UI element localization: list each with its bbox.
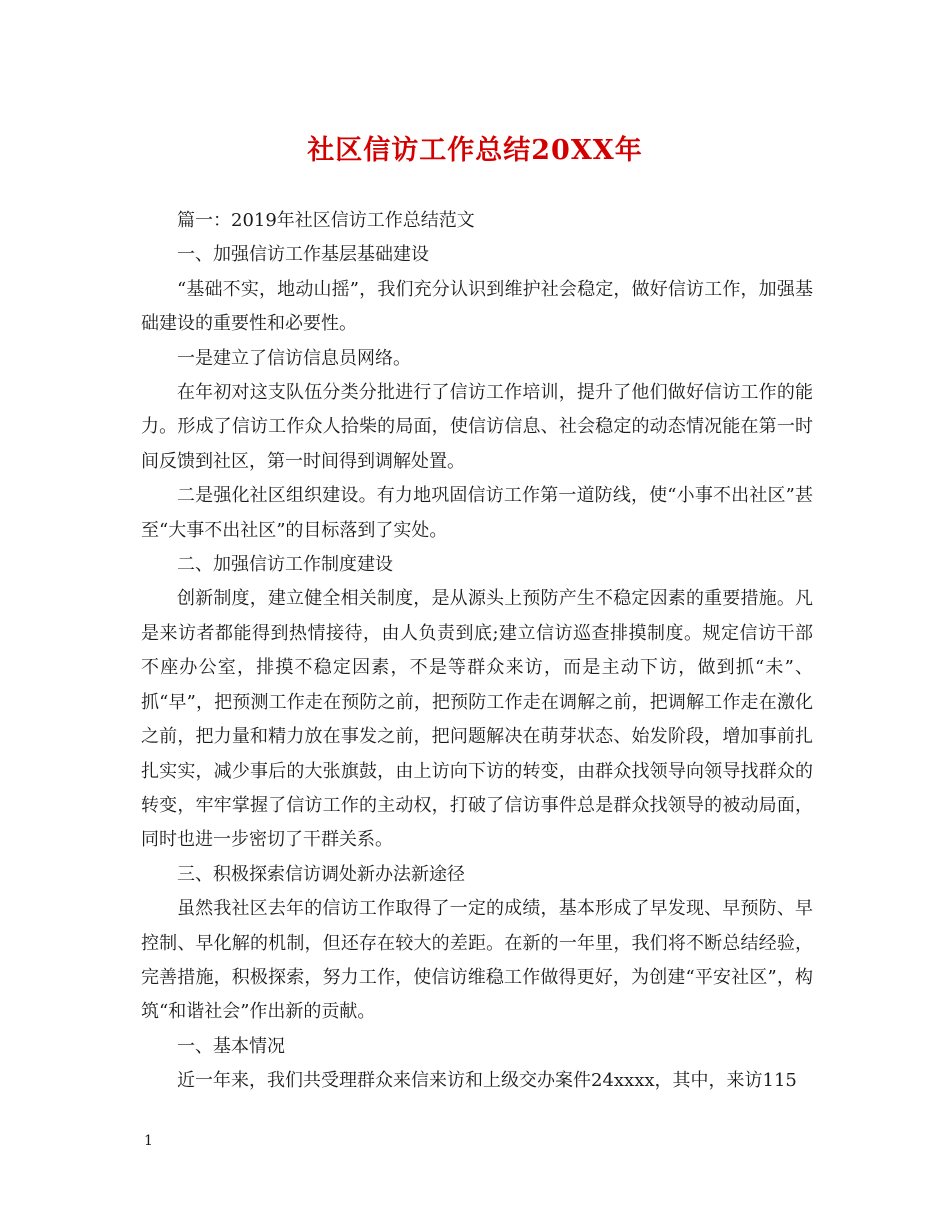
paragraph: 二是强化社区组织建设。有力地巩固信访工作第一道防线，使“小事不出社区”甚至“大事不出社区”的目标落到了实处。 [141,485,813,541]
paragraph: 虽然我社区去年的信访工作取得了一定的成绩，基本形成了早发现、早预防、早控制、早化解的机制，但还存在较大的差距。在新的一年里，我们将不断总结经验，完善措施，积极探索，努力工作，使信访维稳工作做得更好，为创建“平安社区”，构筑“和谐社会”作出新的贡献。 [141,898,813,1023]
paragraph-section-heading: 篇一：2019年社区信访工作总结范文 [177,210,475,231]
paragraph-heading-2: 二、加强信访工作制度建设 [177,554,393,576]
paragraph: 在年初对这支队伍分类分批进行了信访工作培训，提升了他们做好信访工作的能力。形成了信访工作众人拾柴的局面，使信访信息、社会稳定的动态情况能在第一时间反馈到社区，第一时间得到调解处置。 [141,382,813,472]
paragraph: “基础不实，地动山摇”，我们充分认识到维护社会稳定，做好信访工作，加强基础建设的重要性和必要性。 [141,278,813,335]
paragraph-heading-basic: 一、基本情况 [177,1035,285,1057]
paragraph-heading-1: 一、加强信访工作基层基础建设 [177,244,429,266]
paragraph: 创新制度，建立健全相关制度，是从源头上预防产生不稳定因素的重要措施。凡是来访者都能得到热情接待，由人负责到底;建立信访巡查排摸制度。规定信访干部不座办公室，排摸不稳定因素，不是等群众来访，而是主动下访，做到抓“未”、抓“早”，把预测工作走在预防之前，把预防工作走在调解之前，把调解工作走在激化之前，把力量和精力放在事发之前，把问题解决在萌芽状态、始发阶段，增加事前扎扎实实，减少事后的大张旗鼓，由上访向下访的转变，由群众找领导向领导找群众的转变，牢牢掌握了信访工作的主动权，打破了信访事件总是群众找领导的被动局面，同时也进一步密切了干群关系。 [141,588,813,851]
document-body [141,204,813,1099]
page-number: 1 [144,1133,153,1149]
paragraph-heading-3: 三、积极探索信访调处新办法新途径 [177,863,465,885]
document-title: 社区信访工作总结20XX年 [307,135,643,166]
paragraph: 近一年来，我们共受理群众来信来访和上级交办案件24xxxx，其中，来访115 [177,1070,797,1092]
paragraph: 一是建立了信访信息员网络。 [177,347,411,369]
